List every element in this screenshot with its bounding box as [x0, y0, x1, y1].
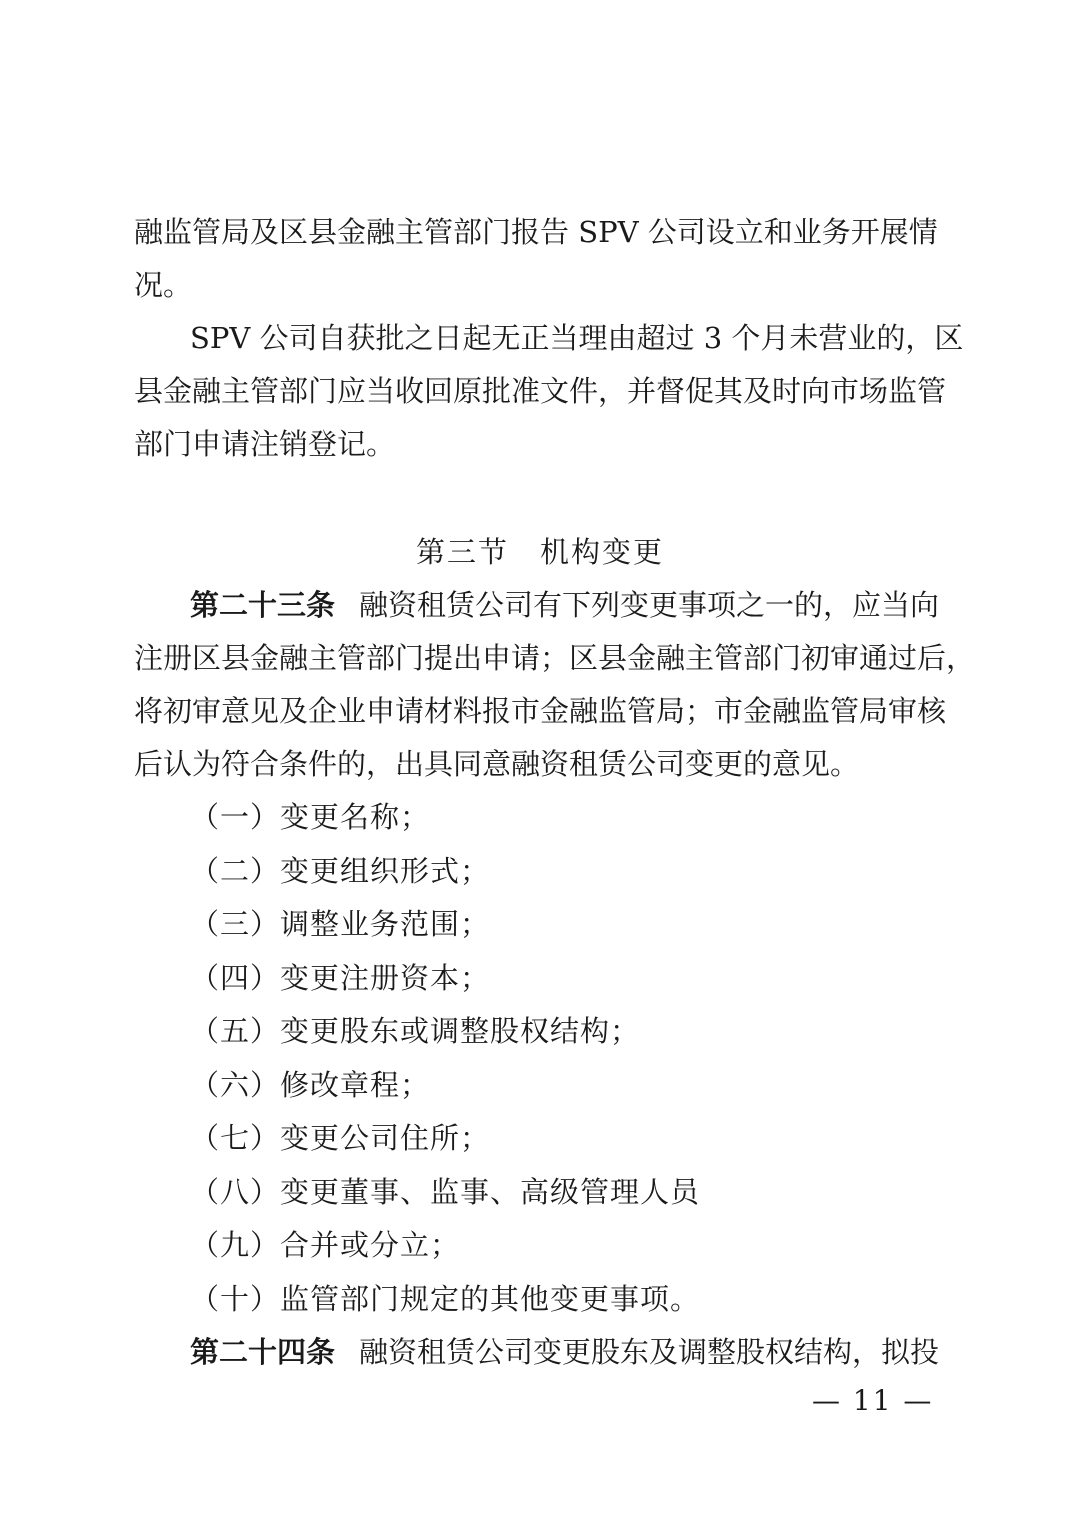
paragraph-line: 注册区县金融主管部门提出申请；区县金融主管部门初审通过后，	[134, 641, 976, 675]
list-item: （一）变更名称；	[190, 800, 431, 834]
paragraph-line: 况。	[134, 268, 193, 302]
paragraph-line: 部门申请注销登记。	[134, 427, 396, 461]
list-item: （七）变更公司住所；	[190, 1121, 491, 1155]
list-item: （九）合并或分立；	[190, 1228, 461, 1262]
list-item: （四）变更注册资本；	[190, 961, 491, 995]
paragraph-line: 县金融主管部门应当收回原批准文件，并督促其及时向市场监管	[134, 374, 947, 408]
section-title: 第三节 机构变更	[415, 535, 664, 569]
paragraph-line: 后认为符合条件的，出具同意融资租赁公司变更的意见。	[134, 747, 860, 781]
paragraph-line: SPV 公司自获批之日起无正当理由超过 3 个月未营业的，区	[190, 321, 964, 355]
article-23-heading: 第二十三条	[190, 588, 336, 622]
list-item: （八）变更董事、监事、高级管理人员	[190, 1175, 701, 1209]
paragraph-line: 融监管局及区县金融主管部门报告 SPV 公司设立和业务开展情	[134, 215, 938, 249]
list-item: （二）变更组织形式；	[190, 854, 491, 888]
list-item: （三）调整业务范围；	[190, 907, 491, 941]
list-item: （五）变更股东或调整股权结构；	[190, 1014, 641, 1048]
paragraph-line: 将初审意见及企业申请材料报市金融监管局；市金融监管局审核	[134, 694, 947, 728]
article-24-first-line	[190, 1332, 940, 1372]
list-item: （六）修改章程；	[190, 1068, 431, 1102]
article-23-text: 融资租赁公司有下列变更事项之一的，应当向	[359, 588, 940, 622]
article-24-heading: 第二十四条	[190, 1335, 336, 1369]
article-23-first-line	[190, 585, 940, 625]
page-number: — 11 —	[812, 1384, 934, 1417]
list-item: （十）监管部门规定的其他变更事项。	[190, 1282, 701, 1316]
article-24-text: 融资租赁公司变更股东及调整股权结构，拟投	[359, 1335, 940, 1369]
